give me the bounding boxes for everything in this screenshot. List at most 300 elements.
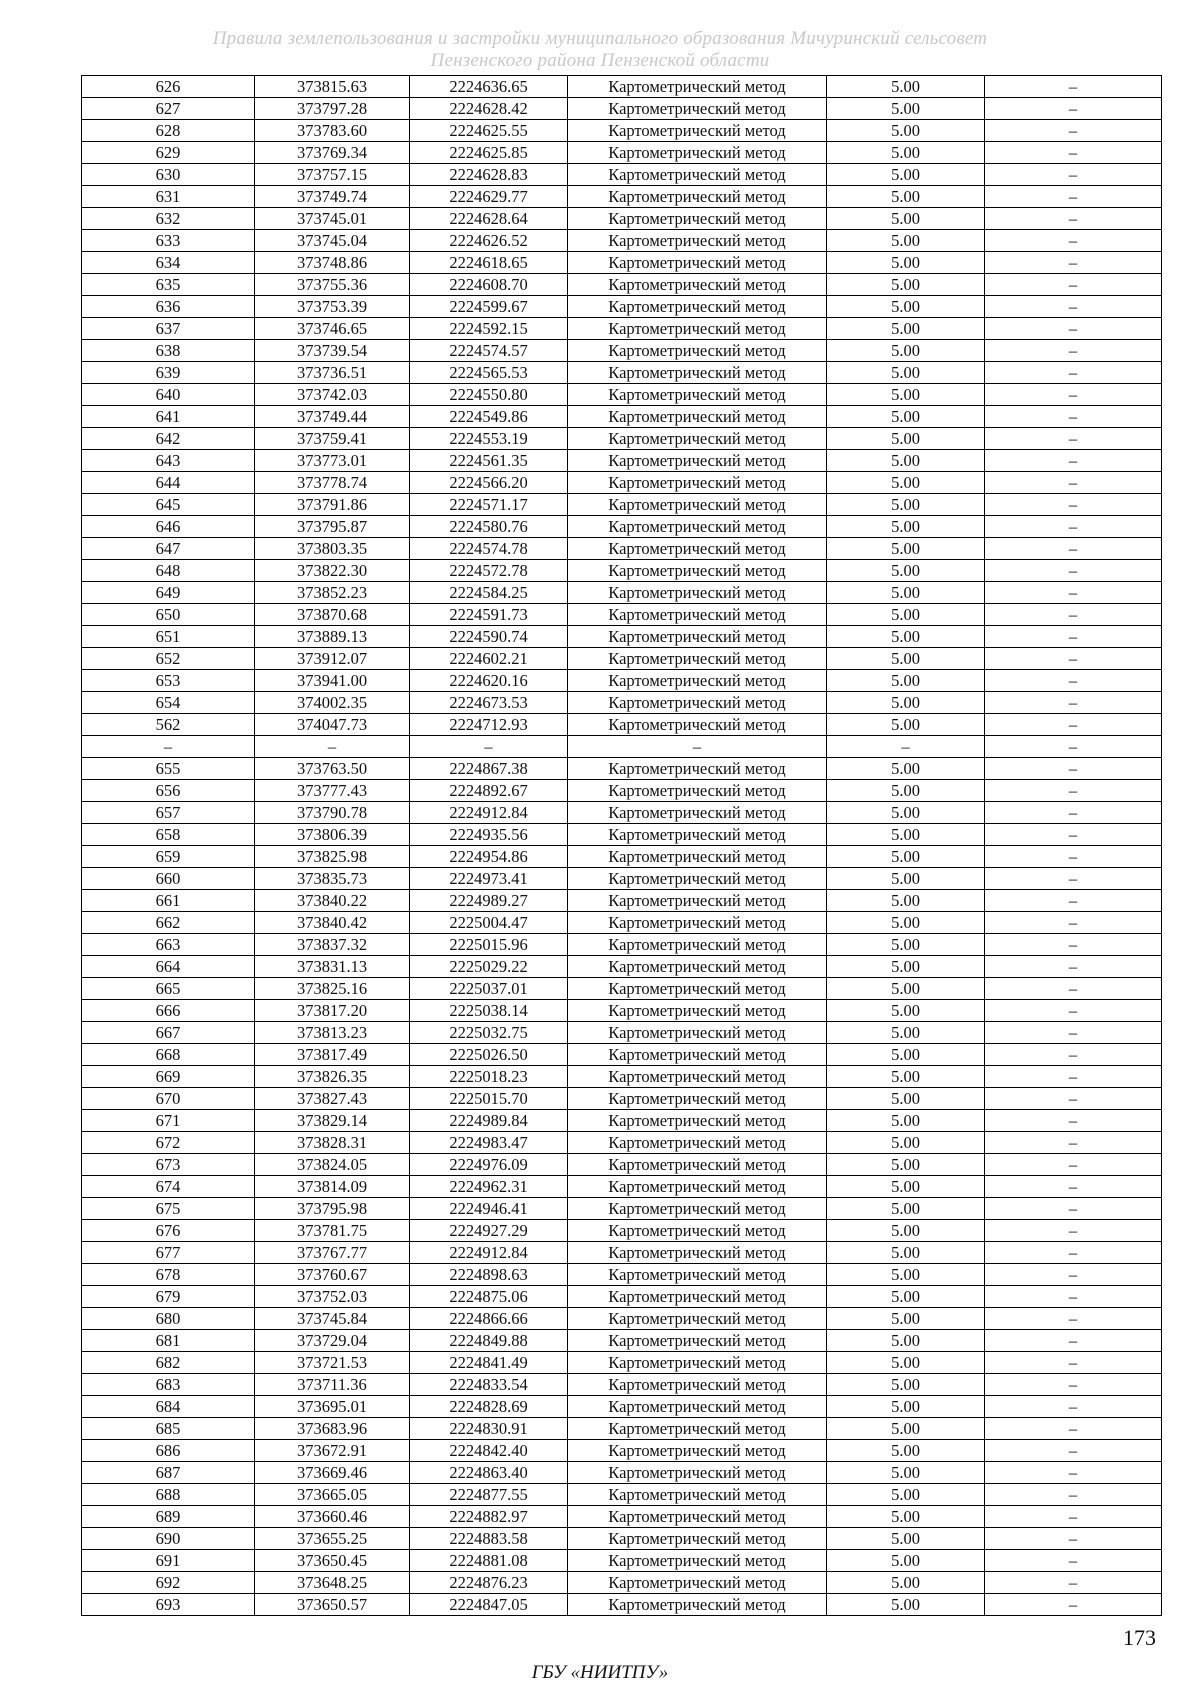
accuracy-cell: 5.00 (827, 494, 985, 516)
y-coordinate-cell: 2224620.16 (410, 670, 568, 692)
y-coordinate-cell: 2224550.80 (410, 384, 568, 406)
y-coordinate-cell: 2224954.86 (410, 846, 568, 868)
point-number-cell: 683 (82, 1374, 255, 1396)
table-row (82, 1528, 1162, 1550)
table-row (82, 1308, 1162, 1330)
method-cell: Картометрический метод (568, 1528, 827, 1550)
table-row (82, 164, 1162, 186)
method-cell: Картометрический метод (568, 1088, 827, 1110)
y-coordinate-cell: 2224673.53 (410, 692, 568, 714)
note-cell: – (985, 120, 1162, 142)
x-coordinate-cell: 373749.44 (255, 406, 410, 428)
x-coordinate-cell: 373829.14 (255, 1110, 410, 1132)
note-cell: – (985, 142, 1162, 164)
table-row (82, 1154, 1162, 1176)
x-coordinate-cell: 373736.51 (255, 362, 410, 384)
point-number-cell: 665 (82, 978, 255, 1000)
x-coordinate-cell: 373655.25 (255, 1528, 410, 1550)
table-row (82, 186, 1162, 208)
accuracy-cell: 5.00 (827, 472, 985, 494)
x-coordinate-cell: 373795.98 (255, 1198, 410, 1220)
y-coordinate-cell: 2224833.54 (410, 1374, 568, 1396)
method-cell: Картометрический метод (568, 912, 827, 934)
y-coordinate-cell: 2224883.58 (410, 1528, 568, 1550)
table-row (82, 428, 1162, 450)
x-coordinate-cell: 373813.23 (255, 1022, 410, 1044)
y-coordinate-cell: 2224841.49 (410, 1352, 568, 1374)
document-header (0, 28, 1200, 72)
note-cell: – (985, 98, 1162, 120)
accuracy-cell: 5.00 (827, 1000, 985, 1022)
note-cell: – (985, 406, 1162, 428)
method-cell: Картометрический метод (568, 1396, 827, 1418)
point-number-cell: 663 (82, 934, 255, 956)
table-row (82, 450, 1162, 472)
note-cell: – (985, 846, 1162, 868)
x-coordinate-cell: 374047.73 (255, 714, 410, 736)
method-cell: Картометрический метод (568, 1572, 827, 1594)
point-number-cell: 634 (82, 252, 255, 274)
note-cell: – (985, 780, 1162, 802)
y-coordinate-cell: 2224580.76 (410, 516, 568, 538)
accuracy-cell: 5.00 (827, 1176, 985, 1198)
y-coordinate-cell: 2224892.67 (410, 780, 568, 802)
table-row (82, 296, 1162, 318)
x-coordinate-cell: 373752.03 (255, 1286, 410, 1308)
note-cell: – (985, 1198, 1162, 1220)
note-cell: – (985, 1000, 1162, 1022)
method-cell: Картометрический метод (568, 956, 827, 978)
y-coordinate-cell: 2224574.78 (410, 538, 568, 560)
method-cell: Картометрический метод (568, 1022, 827, 1044)
y-coordinate-cell: 2224962.31 (410, 1176, 568, 1198)
method-cell: Картометрический метод (568, 1176, 827, 1198)
note-cell: – (985, 1572, 1162, 1594)
point-number-cell: 693 (82, 1594, 255, 1616)
accuracy-cell: 5.00 (827, 186, 985, 208)
method-cell: Картометрический метод (568, 296, 827, 318)
note-cell: – (985, 1066, 1162, 1088)
note-cell: – (985, 340, 1162, 362)
accuracy-cell: 5.00 (827, 296, 985, 318)
table-row (82, 318, 1162, 340)
y-coordinate-cell: 2224927.29 (410, 1220, 568, 1242)
accuracy-cell: 5.00 (827, 450, 985, 472)
note-cell: – (985, 582, 1162, 604)
method-cell: Картометрический метод (568, 1484, 827, 1506)
method-cell: Картометрический метод (568, 846, 827, 868)
accuracy-cell: 5.00 (827, 252, 985, 274)
point-number-cell: 648 (82, 560, 255, 582)
x-coordinate-cell: 373669.46 (255, 1462, 410, 1484)
point-number-cell: 656 (82, 780, 255, 802)
point-number-cell: 690 (82, 1528, 255, 1550)
note-cell: – (985, 472, 1162, 494)
y-coordinate-cell: 2224628.42 (410, 98, 568, 120)
y-coordinate-cell: 2225038.14 (410, 1000, 568, 1022)
table-row (82, 384, 1162, 406)
x-coordinate-cell: 373711.36 (255, 1374, 410, 1396)
point-number-cell: 682 (82, 1352, 255, 1374)
point-number-cell: 626 (82, 76, 255, 98)
document-footer: ГБУ «НИИТПУ» (531, 1662, 669, 1683)
table-row (82, 406, 1162, 428)
y-coordinate-cell: 2224877.55 (410, 1484, 568, 1506)
point-number-cell: 678 (82, 1264, 255, 1286)
note-cell: – (985, 1154, 1162, 1176)
accuracy-cell: 5.00 (827, 1220, 985, 1242)
x-coordinate-cell: 373683.96 (255, 1418, 410, 1440)
y-coordinate-cell: 2224592.15 (410, 318, 568, 340)
point-number-cell: 645 (82, 494, 255, 516)
table-row (82, 1264, 1162, 1286)
accuracy-cell: 5.00 (827, 428, 985, 450)
method-cell: Картометрический метод (568, 604, 827, 626)
x-coordinate-cell: 373729.04 (255, 1330, 410, 1352)
method-cell: Картометрический метод (568, 1462, 827, 1484)
table-row (82, 252, 1162, 274)
x-coordinate-cell: 373817.49 (255, 1044, 410, 1066)
y-coordinate-cell: 2224876.23 (410, 1572, 568, 1594)
table-row (82, 1374, 1162, 1396)
y-coordinate-cell: 2224571.17 (410, 494, 568, 516)
point-number-cell: 658 (82, 824, 255, 846)
y-coordinate-cell: 2225026.50 (410, 1044, 568, 1066)
x-coordinate-cell: 373763.50 (255, 758, 410, 780)
accuracy-cell: 5.00 (827, 582, 985, 604)
point-number-cell: 652 (82, 648, 255, 670)
y-coordinate-cell: 2224863.40 (410, 1462, 568, 1484)
accuracy-cell: 5.00 (827, 1572, 985, 1594)
method-cell: Картометрический метод (568, 670, 827, 692)
point-number-cell: 562 (82, 714, 255, 736)
note-cell: – (985, 912, 1162, 934)
point-number-cell: 647 (82, 538, 255, 560)
point-number-cell: 666 (82, 1000, 255, 1022)
x-coordinate-cell: 373746.65 (255, 318, 410, 340)
method-cell: Картометрический метод (568, 890, 827, 912)
note-cell: – (985, 626, 1162, 648)
note-cell: – (985, 758, 1162, 780)
y-coordinate-cell: 2224566.20 (410, 472, 568, 494)
x-coordinate-cell: 373660.46 (255, 1506, 410, 1528)
y-coordinate-cell: 2224866.66 (410, 1308, 568, 1330)
accuracy-cell: 5.00 (827, 1286, 985, 1308)
table-row (82, 1484, 1162, 1506)
y-coordinate-cell: 2224636.65 (410, 76, 568, 98)
y-coordinate-cell: 2224572.78 (410, 560, 568, 582)
point-number-cell: 649 (82, 582, 255, 604)
x-coordinate-cell: 373749.74 (255, 186, 410, 208)
x-coordinate-cell: 373665.05 (255, 1484, 410, 1506)
note-cell: – (985, 670, 1162, 692)
table-row (82, 1572, 1162, 1594)
method-cell: Картометрический метод (568, 1198, 827, 1220)
table-row (82, 1088, 1162, 1110)
y-coordinate-cell: 2224989.27 (410, 890, 568, 912)
point-number-cell: 660 (82, 868, 255, 890)
x-coordinate-cell: 373828.31 (255, 1132, 410, 1154)
method-cell: Картометрический метод (568, 582, 827, 604)
note-cell: – (985, 978, 1162, 1000)
y-coordinate-cell: 2225018.23 (410, 1066, 568, 1088)
method-cell: Картометрический метод (568, 1154, 827, 1176)
accuracy-cell: 5.00 (827, 120, 985, 142)
header-line-2: Пензенского района Пензенской области (430, 50, 770, 71)
y-coordinate-cell: 2224565.53 (410, 362, 568, 384)
table-row (82, 714, 1162, 736)
y-coordinate-cell: 2224912.84 (410, 1242, 568, 1264)
x-coordinate-cell: 373840.42 (255, 912, 410, 934)
accuracy-cell: 5.00 (827, 208, 985, 230)
accuracy-cell: 5.00 (827, 846, 985, 868)
accuracy-cell: 5.00 (827, 780, 985, 802)
y-coordinate-cell: 2224561.35 (410, 450, 568, 472)
y-coordinate-cell: 2224628.64 (410, 208, 568, 230)
note-cell: – (985, 1462, 1162, 1484)
table-row (82, 516, 1162, 538)
note-cell: – (985, 1022, 1162, 1044)
accuracy-cell: 5.00 (827, 362, 985, 384)
x-coordinate-cell: 373822.30 (255, 560, 410, 582)
point-number-cell: 679 (82, 1286, 255, 1308)
accuracy-cell: 5.00 (827, 1198, 985, 1220)
y-coordinate-cell: 2224935.56 (410, 824, 568, 846)
point-number-cell: 673 (82, 1154, 255, 1176)
accuracy-cell: 5.00 (827, 912, 985, 934)
accuracy-cell: 5.00 (827, 1484, 985, 1506)
accuracy-cell: 5.00 (827, 868, 985, 890)
point-number-cell: 675 (82, 1198, 255, 1220)
y-coordinate-cell: 2224867.38 (410, 758, 568, 780)
accuracy-cell: 5.00 (827, 1308, 985, 1330)
method-cell: Картометрический метод (568, 76, 827, 98)
point-number-cell: 651 (82, 626, 255, 648)
y-coordinate-cell: 2225029.22 (410, 956, 568, 978)
point-number-cell: 644 (82, 472, 255, 494)
point-number-cell: 662 (82, 912, 255, 934)
note-cell: – (985, 824, 1162, 846)
x-coordinate-cell: 373803.35 (255, 538, 410, 560)
method-cell: – (568, 736, 827, 758)
accuracy-cell: 5.00 (827, 1264, 985, 1286)
accuracy-cell: 5.00 (827, 318, 985, 340)
note-cell: – (985, 164, 1162, 186)
note-cell: – (985, 1396, 1162, 1418)
y-coordinate-cell: 2224602.21 (410, 648, 568, 670)
method-cell: Картометрический метод (568, 1220, 827, 1242)
y-coordinate-cell: 2225032.75 (410, 1022, 568, 1044)
note-cell: – (985, 604, 1162, 626)
method-cell: Картометрический метод (568, 1330, 827, 1352)
accuracy-cell: 5.00 (827, 560, 985, 582)
point-number-cell: 671 (82, 1110, 255, 1132)
accuracy-cell: 5.00 (827, 384, 985, 406)
accuracy-cell: 5.00 (827, 626, 985, 648)
note-cell: – (985, 450, 1162, 472)
point-number-cell: 681 (82, 1330, 255, 1352)
x-coordinate-cell: 373837.32 (255, 934, 410, 956)
point-number-cell: 653 (82, 670, 255, 692)
coordinates-table (81, 75, 1162, 1616)
y-coordinate-cell: 2224549.86 (410, 406, 568, 428)
method-cell: Картометрический метод (568, 252, 827, 274)
note-cell: – (985, 692, 1162, 714)
point-number-cell: 686 (82, 1440, 255, 1462)
table-row (82, 120, 1162, 142)
accuracy-cell: 5.00 (827, 1506, 985, 1528)
note-cell: – (985, 208, 1162, 230)
point-number-cell: 667 (82, 1022, 255, 1044)
accuracy-cell: 5.00 (827, 1396, 985, 1418)
method-cell: Картометрический метод (568, 230, 827, 252)
method-cell: Картометрический метод (568, 406, 827, 428)
point-number-cell: 674 (82, 1176, 255, 1198)
table-row (82, 846, 1162, 868)
method-cell: Картометрический метод (568, 274, 827, 296)
x-coordinate-cell: 373745.04 (255, 230, 410, 252)
table-row (82, 780, 1162, 802)
accuracy-cell: 5.00 (827, 956, 985, 978)
note-cell: – (985, 560, 1162, 582)
method-cell: Картометрический метод (568, 1264, 827, 1286)
x-coordinate-cell: 373791.86 (255, 494, 410, 516)
point-number-cell: 688 (82, 1484, 255, 1506)
y-coordinate-cell: 2225004.47 (410, 912, 568, 934)
point-number-cell: 692 (82, 1572, 255, 1594)
note-cell: – (985, 274, 1162, 296)
point-number-cell: 639 (82, 362, 255, 384)
accuracy-cell: 5.00 (827, 1066, 985, 1088)
table-row (82, 1352, 1162, 1374)
point-number-cell: 668 (82, 1044, 255, 1066)
table-row (82, 1176, 1162, 1198)
x-coordinate-cell: 373783.60 (255, 120, 410, 142)
method-cell: Картометрический метод (568, 780, 827, 802)
method-cell: Картометрический метод (568, 362, 827, 384)
point-number-cell: 633 (82, 230, 255, 252)
header-line-1: Правила землепользования и застройки муниципального образования Мичуринский сельсовет (212, 28, 988, 49)
x-coordinate-cell: 373852.23 (255, 582, 410, 604)
table-row (82, 538, 1162, 560)
point-number-cell: 657 (82, 802, 255, 824)
method-cell: Картометрический метод (568, 1440, 827, 1462)
accuracy-cell: 5.00 (827, 1110, 985, 1132)
y-coordinate-cell: 2224898.63 (410, 1264, 568, 1286)
x-coordinate-cell: 373827.43 (255, 1088, 410, 1110)
note-cell: – (985, 252, 1162, 274)
table-row (82, 230, 1162, 252)
point-number-cell: 627 (82, 98, 255, 120)
note-cell: – (985, 230, 1162, 252)
x-coordinate-cell: 373817.20 (255, 1000, 410, 1022)
note-cell: – (985, 1374, 1162, 1396)
note-cell: – (985, 186, 1162, 208)
x-coordinate-cell: 373748.86 (255, 252, 410, 274)
method-cell: Картометрический метод (568, 120, 827, 142)
method-cell: Картометрический метод (568, 1308, 827, 1330)
point-number-cell: – (82, 736, 255, 758)
table-row (82, 1550, 1162, 1572)
x-coordinate-cell: 373742.03 (255, 384, 410, 406)
method-cell: Картометрический метод (568, 626, 827, 648)
x-coordinate-cell: 373814.09 (255, 1176, 410, 1198)
y-coordinate-cell: 2225037.01 (410, 978, 568, 1000)
table-row (82, 1132, 1162, 1154)
x-coordinate-cell: 373795.87 (255, 516, 410, 538)
accuracy-cell: 5.00 (827, 142, 985, 164)
coordinates-table-body (82, 76, 1162, 1616)
y-coordinate-cell: 2224553.19 (410, 428, 568, 450)
table-row (82, 1022, 1162, 1044)
x-coordinate-cell: 373753.39 (255, 296, 410, 318)
x-coordinate-cell: 373815.63 (255, 76, 410, 98)
method-cell: Картометрический метод (568, 1132, 827, 1154)
note-cell: – (985, 648, 1162, 670)
y-coordinate-cell: 2224608.70 (410, 274, 568, 296)
y-coordinate-cell: 2224629.77 (410, 186, 568, 208)
accuracy-cell: 5.00 (827, 516, 985, 538)
x-coordinate-cell: 373773.01 (255, 450, 410, 472)
accuracy-cell: 5.00 (827, 406, 985, 428)
point-number-cell: 629 (82, 142, 255, 164)
method-cell: Картометрический метод (568, 868, 827, 890)
note-cell: – (985, 1550, 1162, 1572)
accuracy-cell: 5.00 (827, 98, 985, 120)
method-cell: Картометрический метод (568, 450, 827, 472)
note-cell: – (985, 362, 1162, 384)
note-cell: – (985, 1286, 1162, 1308)
x-coordinate-cell: 373672.91 (255, 1440, 410, 1462)
x-coordinate-cell: 373825.16 (255, 978, 410, 1000)
y-coordinate-cell: – (410, 736, 568, 758)
accuracy-cell: 5.00 (827, 1462, 985, 1484)
x-coordinate-cell: 373826.35 (255, 1066, 410, 1088)
table-row (82, 934, 1162, 956)
method-cell: Картометрический метод (568, 978, 827, 1000)
point-number-cell: 643 (82, 450, 255, 472)
point-number-cell: 691 (82, 1550, 255, 1572)
method-cell: Картометрический метод (568, 758, 827, 780)
note-cell: – (985, 1440, 1162, 1462)
y-coordinate-cell: 2224847.05 (410, 1594, 568, 1616)
point-number-cell: 650 (82, 604, 255, 626)
method-cell: Картометрический метод (568, 692, 827, 714)
method-cell: Картометрический метод (568, 648, 827, 670)
point-number-cell: 685 (82, 1418, 255, 1440)
accuracy-cell: 5.00 (827, 230, 985, 252)
y-coordinate-cell: 2224712.93 (410, 714, 568, 736)
note-cell: – (985, 1506, 1162, 1528)
method-cell: Картометрический метод (568, 1352, 827, 1374)
table-row (82, 582, 1162, 604)
accuracy-cell: 5.00 (827, 340, 985, 362)
accuracy-cell: 5.00 (827, 76, 985, 98)
point-number-cell: 661 (82, 890, 255, 912)
x-coordinate-cell: 373781.75 (255, 1220, 410, 1242)
table-row (82, 670, 1162, 692)
method-cell: Картометрический метод (568, 472, 827, 494)
method-cell: Картометрический метод (568, 516, 827, 538)
table-row (82, 1440, 1162, 1462)
x-coordinate-cell: 373912.07 (255, 648, 410, 670)
note-cell: – (985, 1242, 1162, 1264)
x-coordinate-cell: 373831.13 (255, 956, 410, 978)
accuracy-cell: 5.00 (827, 978, 985, 1000)
accuracy-cell: 5.00 (827, 1352, 985, 1374)
y-coordinate-cell: 2224881.08 (410, 1550, 568, 1572)
y-coordinate-cell: 2224976.09 (410, 1154, 568, 1176)
